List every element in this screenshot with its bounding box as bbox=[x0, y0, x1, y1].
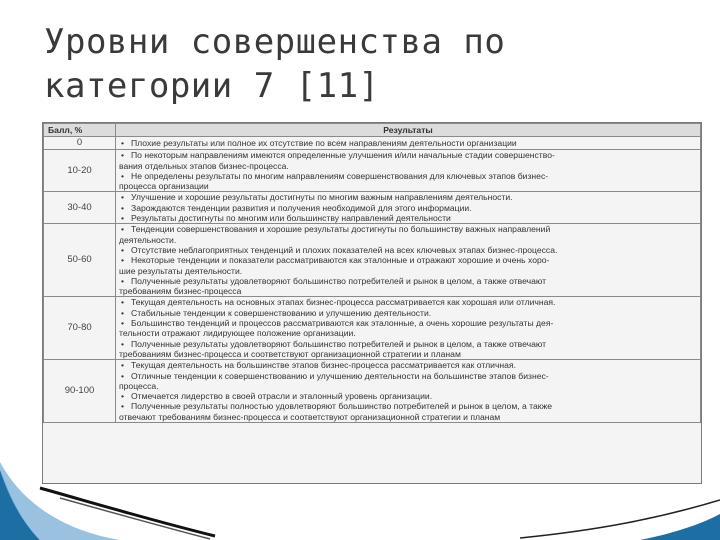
slide-title-line-1: Уровни совершенства по bbox=[44, 22, 506, 62]
result-bullet-line: • Некоторые тенденции и показатели рассматриваются как эталонные и отражают хорошие и очень хоро- bbox=[119, 255, 697, 265]
result-bullet-line: • Полученные результаты удовлетворяют большинство потребителей и рынок в целом, а также отвечают bbox=[119, 339, 697, 349]
result-continuation-line: шие результаты деятельности. bbox=[119, 265, 243, 276]
score-cell: 90-100 bbox=[44, 360, 116, 423]
result-bullet-line: • Улучшение и хорошие результаты достигнуты по многим важным направлениям деятельности. bbox=[119, 192, 697, 202]
results-cell bbox=[116, 192, 701, 224]
swoosh-black-stroke bbox=[40, 488, 215, 536]
table-row bbox=[44, 224, 701, 297]
result-bullet-line: • Тенденции совершенствования и хорошие результаты достигнуты по большинству важных направлений bbox=[119, 224, 697, 234]
result-bullet-line: • Не определены результаты по многим направлениям совершенствования для ключевых этапов бизнес- bbox=[119, 171, 697, 181]
table-header-row bbox=[44, 124, 701, 137]
result-bullet-line: • Отличные тенденции к совершенствованию и улучшению деятельности на большинстве этапов бизнес- bbox=[119, 371, 697, 381]
slide-title-line-2: категории 7 [11] bbox=[44, 66, 380, 106]
table-row bbox=[44, 360, 701, 423]
score-cell: 70-80 bbox=[44, 297, 116, 360]
result-bullet-line: • Зарождаются тенденции развития и получения необходимой для этого информации. bbox=[119, 203, 697, 213]
result-continuation-line: вания отдельных этапов бизнес-процесса. bbox=[119, 160, 289, 171]
result-bullet-line: • Большинство тенденций и процессов рассматриваются как эталонные, а очень хорошие результаты дея- bbox=[119, 318, 697, 328]
table-body bbox=[44, 137, 701, 423]
swoosh-gray-stroke bbox=[60, 498, 210, 539]
results-cell bbox=[116, 297, 701, 360]
results-cell bbox=[116, 150, 701, 192]
table-row bbox=[44, 192, 701, 224]
results-table-image bbox=[42, 122, 702, 484]
result-bullet-line: • Результаты достигнуты по многим или большинству направлений деятельности bbox=[119, 213, 697, 223]
results-cell bbox=[116, 137, 701, 150]
result-continuation-line: деятельности. bbox=[119, 234, 177, 245]
result-continuation-line: требованиям бизнес-процесса и соответствуют организационной стратегии и планам bbox=[119, 348, 461, 359]
header-score: Балл, % bbox=[44, 124, 116, 137]
table-row bbox=[44, 150, 701, 192]
result-bullet-line: • Отсутствие неблагоприятных тенденций и плохих показателей на всех ключевых этапах бизнес-процесса. bbox=[119, 245, 697, 255]
results-cell bbox=[116, 224, 701, 297]
score-cell: 50-60 bbox=[44, 224, 116, 297]
corner-swoosh-right bbox=[520, 488, 720, 540]
swoosh-right-fill bbox=[640, 514, 720, 540]
result-continuation-line: тельности отражают лидирующее положение организации. bbox=[119, 328, 356, 339]
swoosh-right-stroke bbox=[520, 500, 720, 538]
result-bullet-line: • Текущая деятельность на большинстве этапов бизнес-процесса рассматривается как отличная. bbox=[119, 360, 697, 370]
results-cell bbox=[116, 360, 701, 423]
table-row bbox=[44, 137, 701, 150]
result-bullet-line: • Текущая деятельность на основных этапах бизнес-процесса рассматривается как хорошая или отличная. bbox=[119, 297, 697, 307]
score-cell: 30-40 bbox=[44, 192, 116, 224]
result-bullet-line: • Полученные результаты полностью удовлетворяют большинство потребителей и рынок в целом, а также bbox=[119, 401, 697, 411]
results-table bbox=[43, 123, 701, 423]
slide-title bbox=[44, 20, 684, 108]
result-bullet-line: • По некоторым направлениям имеются определенные улучшения и/или начальные стадии совершенство- bbox=[119, 150, 697, 160]
result-continuation-line: процесса. bbox=[119, 380, 159, 391]
score-cell: 0 bbox=[44, 137, 116, 150]
result-bullet-line: • Стабильные тенденции к совершенствованию и улучшению деятельности. bbox=[119, 308, 697, 318]
swoosh-blue-fill bbox=[0, 470, 40, 540]
table-row bbox=[44, 297, 701, 360]
result-continuation-line: отвечают требованиям бизнес-процесса и соответствуют организационной стратегии и планам bbox=[119, 411, 501, 422]
header-results: Результаты bbox=[116, 124, 701, 137]
result-bullet-line: • Плохие результаты или полное их отсутствие по всем направлениям деятельности организации bbox=[119, 138, 697, 148]
score-cell: 10-20 bbox=[44, 150, 116, 192]
result-bullet-line: • Полученные результаты удовлетворяют большинство потребителей и рынок в целом, а также отвечают bbox=[119, 276, 697, 286]
result-continuation-line: процесса организации bbox=[119, 181, 209, 192]
result-bullet-line: • Отмечается лидерство в своей отрасли и эталонный уровень организации. bbox=[119, 391, 697, 401]
result-continuation-line: требованиям бизнес-процесса bbox=[119, 286, 242, 297]
